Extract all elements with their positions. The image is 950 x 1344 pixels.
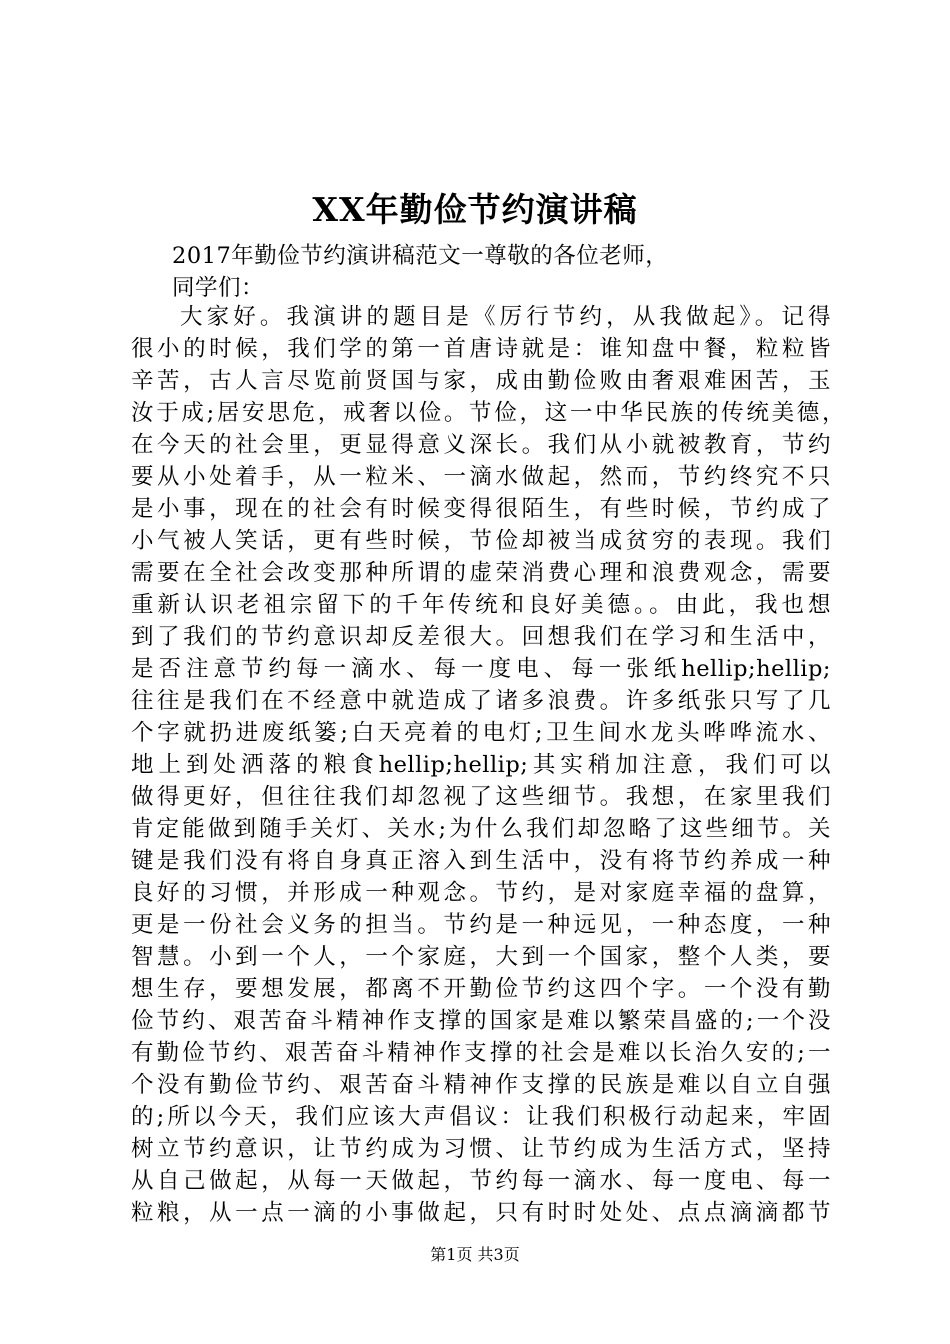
text-line: 汝于成;居安思危，戒奢以俭。节俭，这一中华民族的传统美德， [131,400,845,426]
text-line: 大家好。我演讲的题目是《厉行节约，从我做起》。记得 [180,304,831,330]
text-line: 往往是我们在不经意中就造成了诸多浪费。许多纸张只写了几 [131,688,831,714]
text-line: 辛苦，古人言尽览前贤国与家，成由勤俭败由奢艰难困苦，玉 [131,368,831,394]
text-line: 重新认识老祖宗留下的千年传统和良好美德。。由此，我也想 [131,592,831,618]
text-line: 同学们： [172,275,265,301]
text-line: 肯定能做到随手关灯、关水;为什么我们却忽略了这些细节。关 [131,816,831,842]
text-line: 需要在全社会改变那种所谓的虚荣消费心理和浪费观念，需要 [131,560,831,586]
text-line: 粒粮，从一点一滴的小事做起，只有时时处处、点点滴滴都节 [131,1200,831,1226]
text-line: 个没有勤俭节约、艰苦奋斗精神作支撑的民族是难以自立自强 [131,1072,831,1098]
text-line: 良好的习惯，并形成一种观念。节约，是对家庭幸福的盘算， [131,880,831,906]
text-line: 的;所以今天，我们应该大声倡议：让我们积极行动起来，牢固 [131,1104,831,1130]
text-line: 做得更好，但往往我们却忽视了这些细节。我想，在家里我们 [131,784,831,810]
text-line: 很小的时候，我们学的第一首唐诗就是：谁知盘中餐，粒粒皆 [131,336,831,362]
page-number: 第1页 共3页 [430,1245,520,1264]
text-line: 树立节约意识，让节约成为习惯、让节约成为生活方式，坚持 [131,1136,831,1162]
text-line: 是否注意节约每一滴水、每一度电、每一张纸hellip;hellip; [131,656,831,682]
text-line: 要从小处着手，从一粒米、一滴水做起，然而，节约终究不只 [131,464,831,490]
text-line: 小气被人笑话，更有些时候，节俭却被当成贫穷的表现。我们 [131,528,831,554]
text-line: 个字就扔进废纸篓;白天亮着的电灯;卫生间水龙头哗哗流水、 [131,720,831,746]
text-line: 2017年勤俭节约演讲稿范文一尊敬的各位老师， [172,243,669,269]
text-line: 在今天的社会里，更显得意义深长。我们从小就被教育，节约 [131,432,831,458]
text-line: 到了我们的节约意识却反差很大。回想我们在学习和生活中， [131,624,831,650]
text-line: 有勤俭节约、艰苦奋斗精神作支撑的社会是难以长治久安的;一 [131,1040,831,1066]
text-line: 从自己做起，从每一天做起，节约每一滴水、每一度电、每一 [131,1168,831,1194]
text-line: 地上到处洒落的粮食hellip;hellip;其实稍加注意，我们可以 [131,752,831,778]
text-line: 想生存，要想发展，都离不开勤俭节约这四个字。一个没有勤 [131,976,831,1002]
text-line: 更是一份社会义务的担当。节约是一种远见，一种态度，一种 [131,912,831,938]
text-line: 键是我们没有将自身真正溶入到生活中，没有将节约养成一种 [131,848,831,874]
text-line: 俭节约、艰苦奋斗精神作支撑的国家是难以繁荣昌盛的;一个没 [131,1008,831,1034]
text-line: 是小事，现在的社会有时候变得很陌生，有些时候，节约成了 [131,496,831,522]
page-title: XX年勤俭节约演讲稿 [312,190,638,229]
text-line: 智慧。小到一个人，一个家庭，大到一个国家，整个人类，要 [131,944,831,970]
